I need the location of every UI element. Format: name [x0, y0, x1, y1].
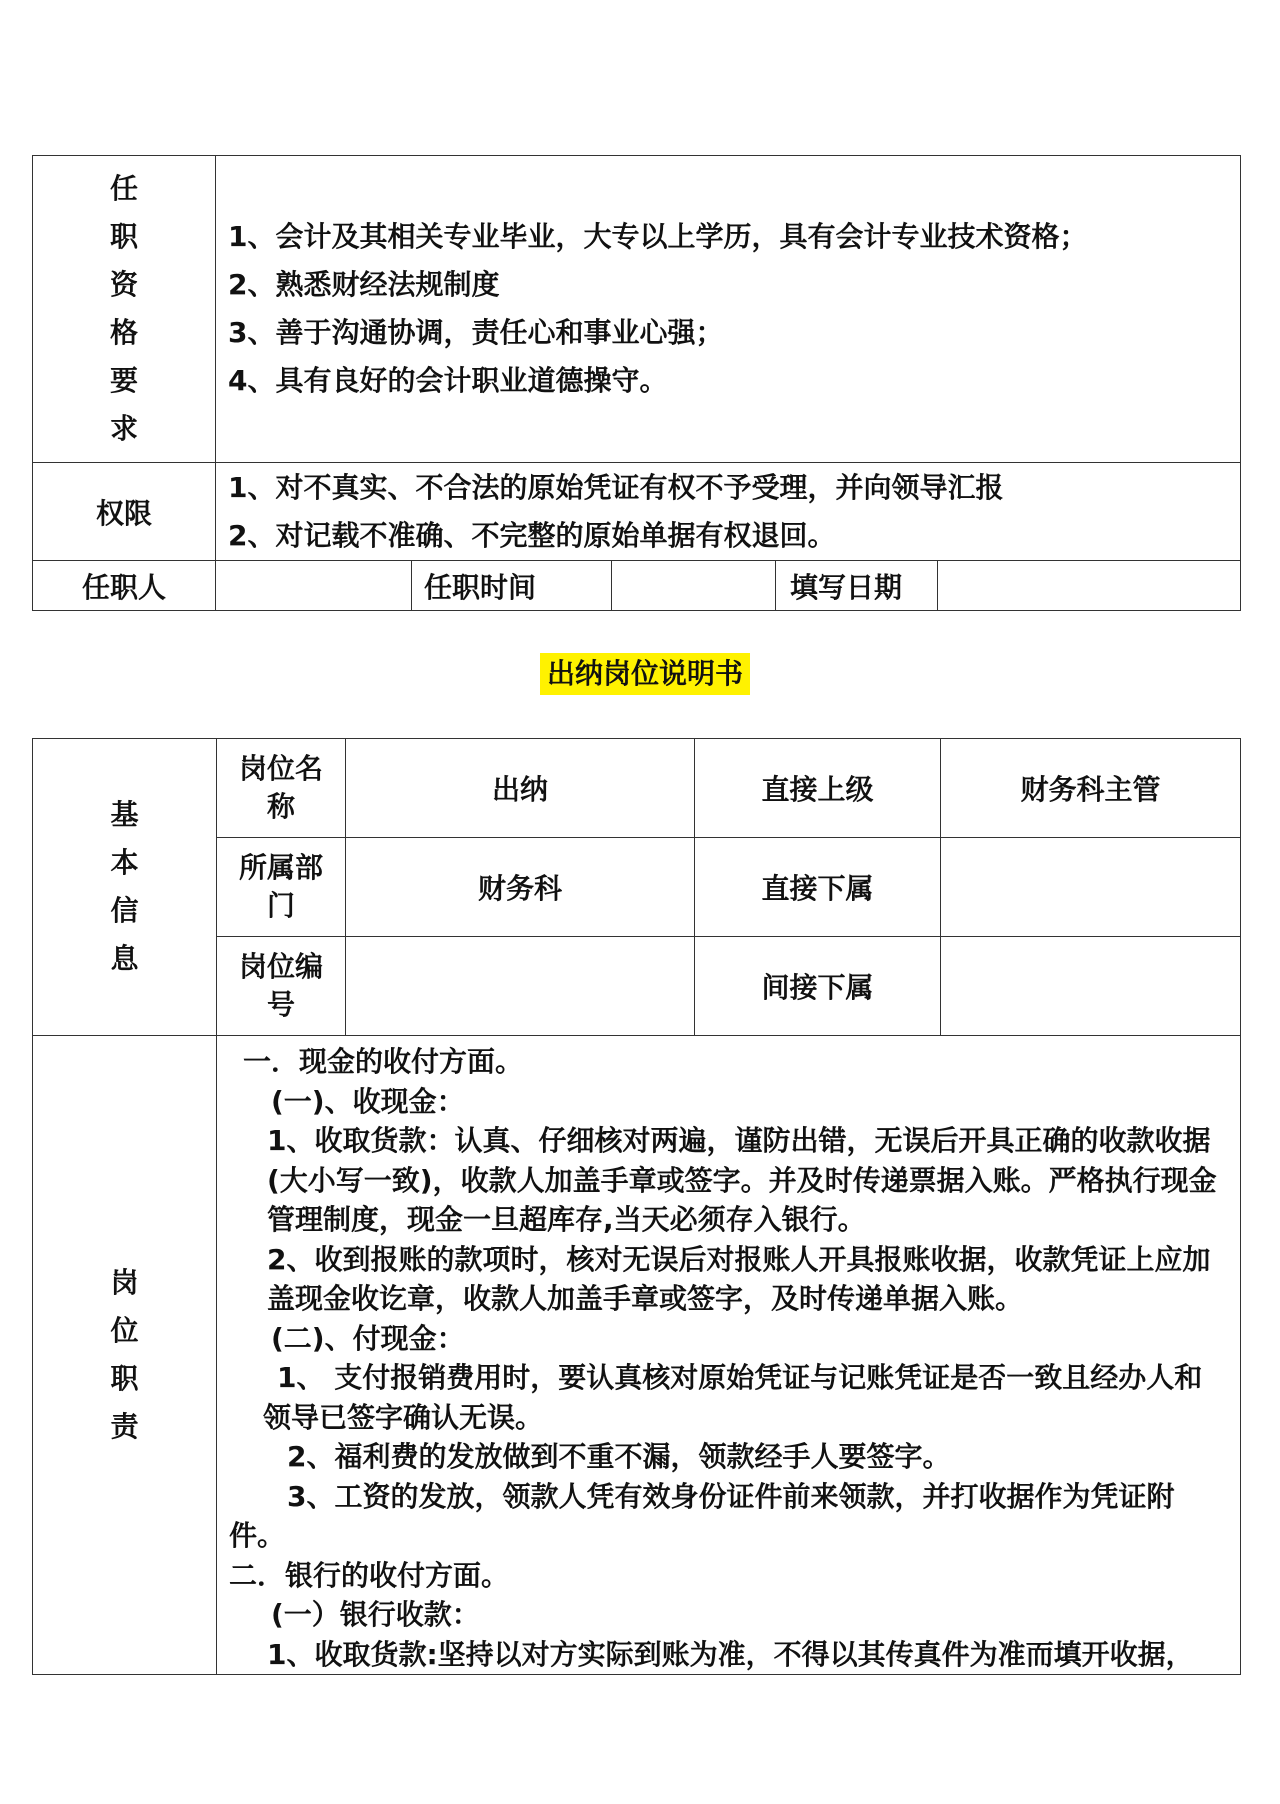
duty-line: (一）银行收款：: [271, 1598, 480, 1631]
indirect-subordinate-value: [941, 937, 1241, 1036]
position-name-label: 岗位名 称: [217, 739, 346, 838]
duty-line: 1、收取货款:坚持以对方实际到账为准，不得以其传真件为准而填开收据，: [267, 1637, 1194, 1671]
authority-line: 1、对不真实、不合法的原始凭证有权不予受理，并向领导汇报: [228, 470, 1004, 504]
fill-date-value: [938, 561, 1241, 611]
department-value: 财务科: [346, 838, 695, 937]
indirect-subordinate-label: 间接下属: [695, 937, 941, 1036]
duty-line: (二)、付现金：: [271, 1321, 465, 1355]
fill-date-label: 填写日期: [776, 561, 938, 611]
direct-superior-label: 直接上级: [695, 739, 941, 838]
duty-line: (一)、收现金：: [271, 1084, 465, 1118]
duty-line: 2、收到报账的款项时，核对无误后对报账人开具报账收据，收款凭证上应加盖现金收讫章，收款人加盖手章或签字，及时传递单据入账。: [267, 1242, 1211, 1315]
duty-line: 1、 支付报销费用时，要认真核对原始凭证与记账凭证是否一致且经办人和领导已签字确认无误。: [263, 1361, 1203, 1434]
document-title: 出纳岗位说明书: [540, 653, 750, 695]
duty-line: 3、工资的发放，领款人凭有效身份证件前来领款，并打收据作为凭证附件。: [229, 1479, 1175, 1552]
duty-line: 二．银行的收付方面。: [229, 1558, 510, 1592]
position-number-label: 岗位编 号: [217, 937, 346, 1036]
tenure-value: [612, 561, 776, 611]
qualification-line: 2、熟悉财经法规制度: [228, 268, 500, 301]
holder-label: 任职人: [33, 561, 216, 611]
qualification-label: 任 职 资 格 要 求: [33, 156, 216, 463]
holder-value: [216, 561, 412, 611]
duty-line: 1、收取货款：认真、仔细核对两遍，谨防出错，无误后开具正确的收款收据(大小写一致)，收款人加盖手章或签字。并及时传递票据入账。严格执行现金管理制度，现金一旦超库存,当天必须存入银行。: [267, 1124, 1217, 1236]
qualification-table: [32, 155, 1241, 611]
tenure-label: 任职时间: [412, 561, 612, 611]
position-number-value: [346, 937, 695, 1036]
qualification-line: 1、会计及其相关专业毕业，大专以上学历，具有会计专业技术资格；: [228, 220, 1088, 253]
authority-line: 2、对记载不准确、不完整的原始单据有权退回。: [228, 518, 836, 552]
direct-subordinate-value: [941, 838, 1241, 937]
qualification-line: 4、具有良好的会计职业道德操守。: [228, 364, 668, 397]
basic-info-label: 基 本 信 息: [33, 739, 217, 1036]
authority-label: 权限: [33, 463, 216, 561]
cashier-job-table: [32, 738, 1241, 1675]
position-name-value: 出纳: [346, 739, 695, 838]
duties-label: 岗 位 职 责: [33, 1036, 217, 1675]
duties-content: [217, 1036, 1241, 1675]
authority-content: [216, 463, 1241, 561]
direct-superior-value: 财务科主管: [941, 739, 1241, 838]
duty-line: 2、福利费的发放做到不重不漏，领款经手人要签字。: [287, 1440, 951, 1473]
qualification-line: 3、善于沟通协调，责任心和事业心强；: [228, 316, 724, 349]
department-label: 所属部 门: [217, 838, 346, 937]
direct-subordinate-label: 直接下属: [695, 838, 941, 937]
qualification-content: [216, 156, 1241, 463]
duty-line: 一．现金的收付方面。: [243, 1045, 524, 1078]
